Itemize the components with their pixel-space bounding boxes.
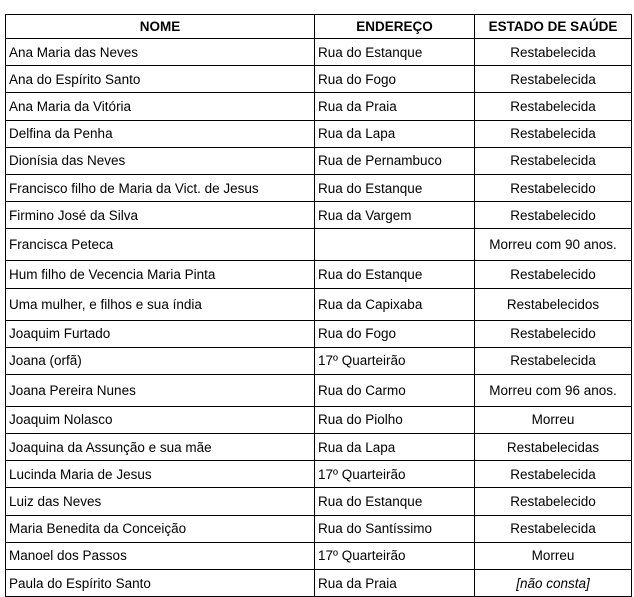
table-row (6, 93, 632, 120)
cell-address: Rua da Lapa (315, 434, 475, 461)
cell-address: Rua da Capixaba (315, 288, 475, 320)
cell-address: 17º Quarteirão (315, 542, 475, 569)
cell-name: Lucinda Maria de Jesus (6, 461, 315, 488)
table-body (6, 39, 632, 597)
cell-name: Joana (orfã) (6, 347, 315, 374)
cell-health-status: Restabelecidos (475, 288, 632, 320)
cell-address: Rua do Fogo (315, 320, 475, 347)
table-row (6, 488, 632, 515)
cell-address: Rua do Piolho (315, 406, 475, 433)
cell-address: Rua do Fogo (315, 66, 475, 93)
table-row (6, 542, 632, 569)
table-row (6, 202, 632, 229)
health-records-table (5, 14, 632, 597)
table-row (6, 261, 632, 288)
cell-name: Firmino José da Silva (6, 202, 315, 229)
cell-health-status: Restabelecida (475, 461, 632, 488)
cell-address: Rua do Santíssimo (315, 515, 475, 542)
header-address: ENDEREÇO (315, 15, 475, 39)
cell-name: Paula do Espírito Santo (6, 570, 315, 597)
table-row (6, 320, 632, 347)
cell-address: 17º Quarteirão (315, 347, 475, 374)
cell-health-status: Restabelecida (475, 147, 632, 174)
cell-name: Uma mulher, e filhos e sua índia (6, 288, 315, 320)
cell-address: Rua do Estanque (315, 174, 475, 201)
table-row (6, 120, 632, 147)
header-name: NOME (6, 15, 315, 39)
cell-health-status: Restabelecida (475, 66, 632, 93)
cell-health-status: Restabelecida (475, 93, 632, 120)
table-row (6, 39, 632, 66)
cell-name: Joaquim Furtado (6, 320, 315, 347)
table-row (6, 347, 632, 374)
cell-name: Francisco filho de Maria da Vict. de Jesus (6, 174, 315, 201)
table-row (6, 461, 632, 488)
cell-health-status: Restabelecido (475, 174, 632, 201)
cell-name: Maria Benedita da Conceição (6, 515, 315, 542)
table-row (6, 288, 632, 320)
table-row (6, 174, 632, 201)
cell-address: Rua do Estanque (315, 261, 475, 288)
header-row (6, 15, 632, 39)
cell-name: Delfina da Penha (6, 120, 315, 147)
cell-health-status: Morreu (475, 542, 632, 569)
cell-name: Ana do Espírito Santo (6, 66, 315, 93)
cell-name: Dionísia das Neves (6, 147, 315, 174)
cell-health-status: Morreu (475, 406, 632, 433)
table-row (6, 515, 632, 542)
cell-health-status: Restabelecida (475, 347, 632, 374)
cell-health-status: Restabelecido (475, 261, 632, 288)
table-row (6, 229, 632, 261)
cell-health-status: Restabelecido (475, 488, 632, 515)
table-row (6, 434, 632, 461)
cell-address (315, 229, 475, 261)
cell-health-status: Restabelecido (475, 202, 632, 229)
cell-name: Joaquina da Assunção e sua mãe (6, 434, 315, 461)
cell-health-status: Restabelecida (475, 515, 632, 542)
cell-name: Manoel dos Passos (6, 542, 315, 569)
cell-address: Rua da Praia (315, 93, 475, 120)
table-row (6, 374, 632, 406)
cell-address: Rua do Estanque (315, 39, 475, 66)
cell-name: Hum filho de Vecencia Maria Pinta (6, 261, 315, 288)
cell-address: Rua do Estanque (315, 488, 475, 515)
cell-name: Joaquim Nolasco (6, 406, 315, 433)
cell-address: Rua da Praia (315, 570, 475, 597)
cell-health-status: [não consta] (475, 570, 632, 597)
table-row (6, 406, 632, 433)
cell-health-status: Restabelecida (475, 39, 632, 66)
cell-name: Luiz das Neves (6, 488, 315, 515)
cell-name: Ana Maria das Neves (6, 39, 315, 66)
cell-address: Rua da Vargem (315, 202, 475, 229)
table-row (6, 570, 632, 597)
cell-health-status: Morreu com 96 anos. (475, 374, 632, 406)
cell-address: Rua da Lapa (315, 120, 475, 147)
cell-address: Rua do Carmo (315, 374, 475, 406)
cell-health-status: Morreu com 90 anos. (475, 229, 632, 261)
cell-health-status: Restabelecida (475, 120, 632, 147)
cell-address: 17º Quarteirão (315, 461, 475, 488)
cell-address: Rua de Pernambuco (315, 147, 475, 174)
cell-name: Francisca Peteca (6, 229, 315, 261)
cell-name: Joana Pereira Nunes (6, 374, 315, 406)
table-row (6, 66, 632, 93)
cell-name: Ana Maria da Vitória (6, 93, 315, 120)
header-health: ESTADO DE SAÚDE (475, 15, 632, 39)
table-row (6, 147, 632, 174)
cell-health-status: Restabelecido (475, 320, 632, 347)
cell-health-status: Restabelecidas (475, 434, 632, 461)
